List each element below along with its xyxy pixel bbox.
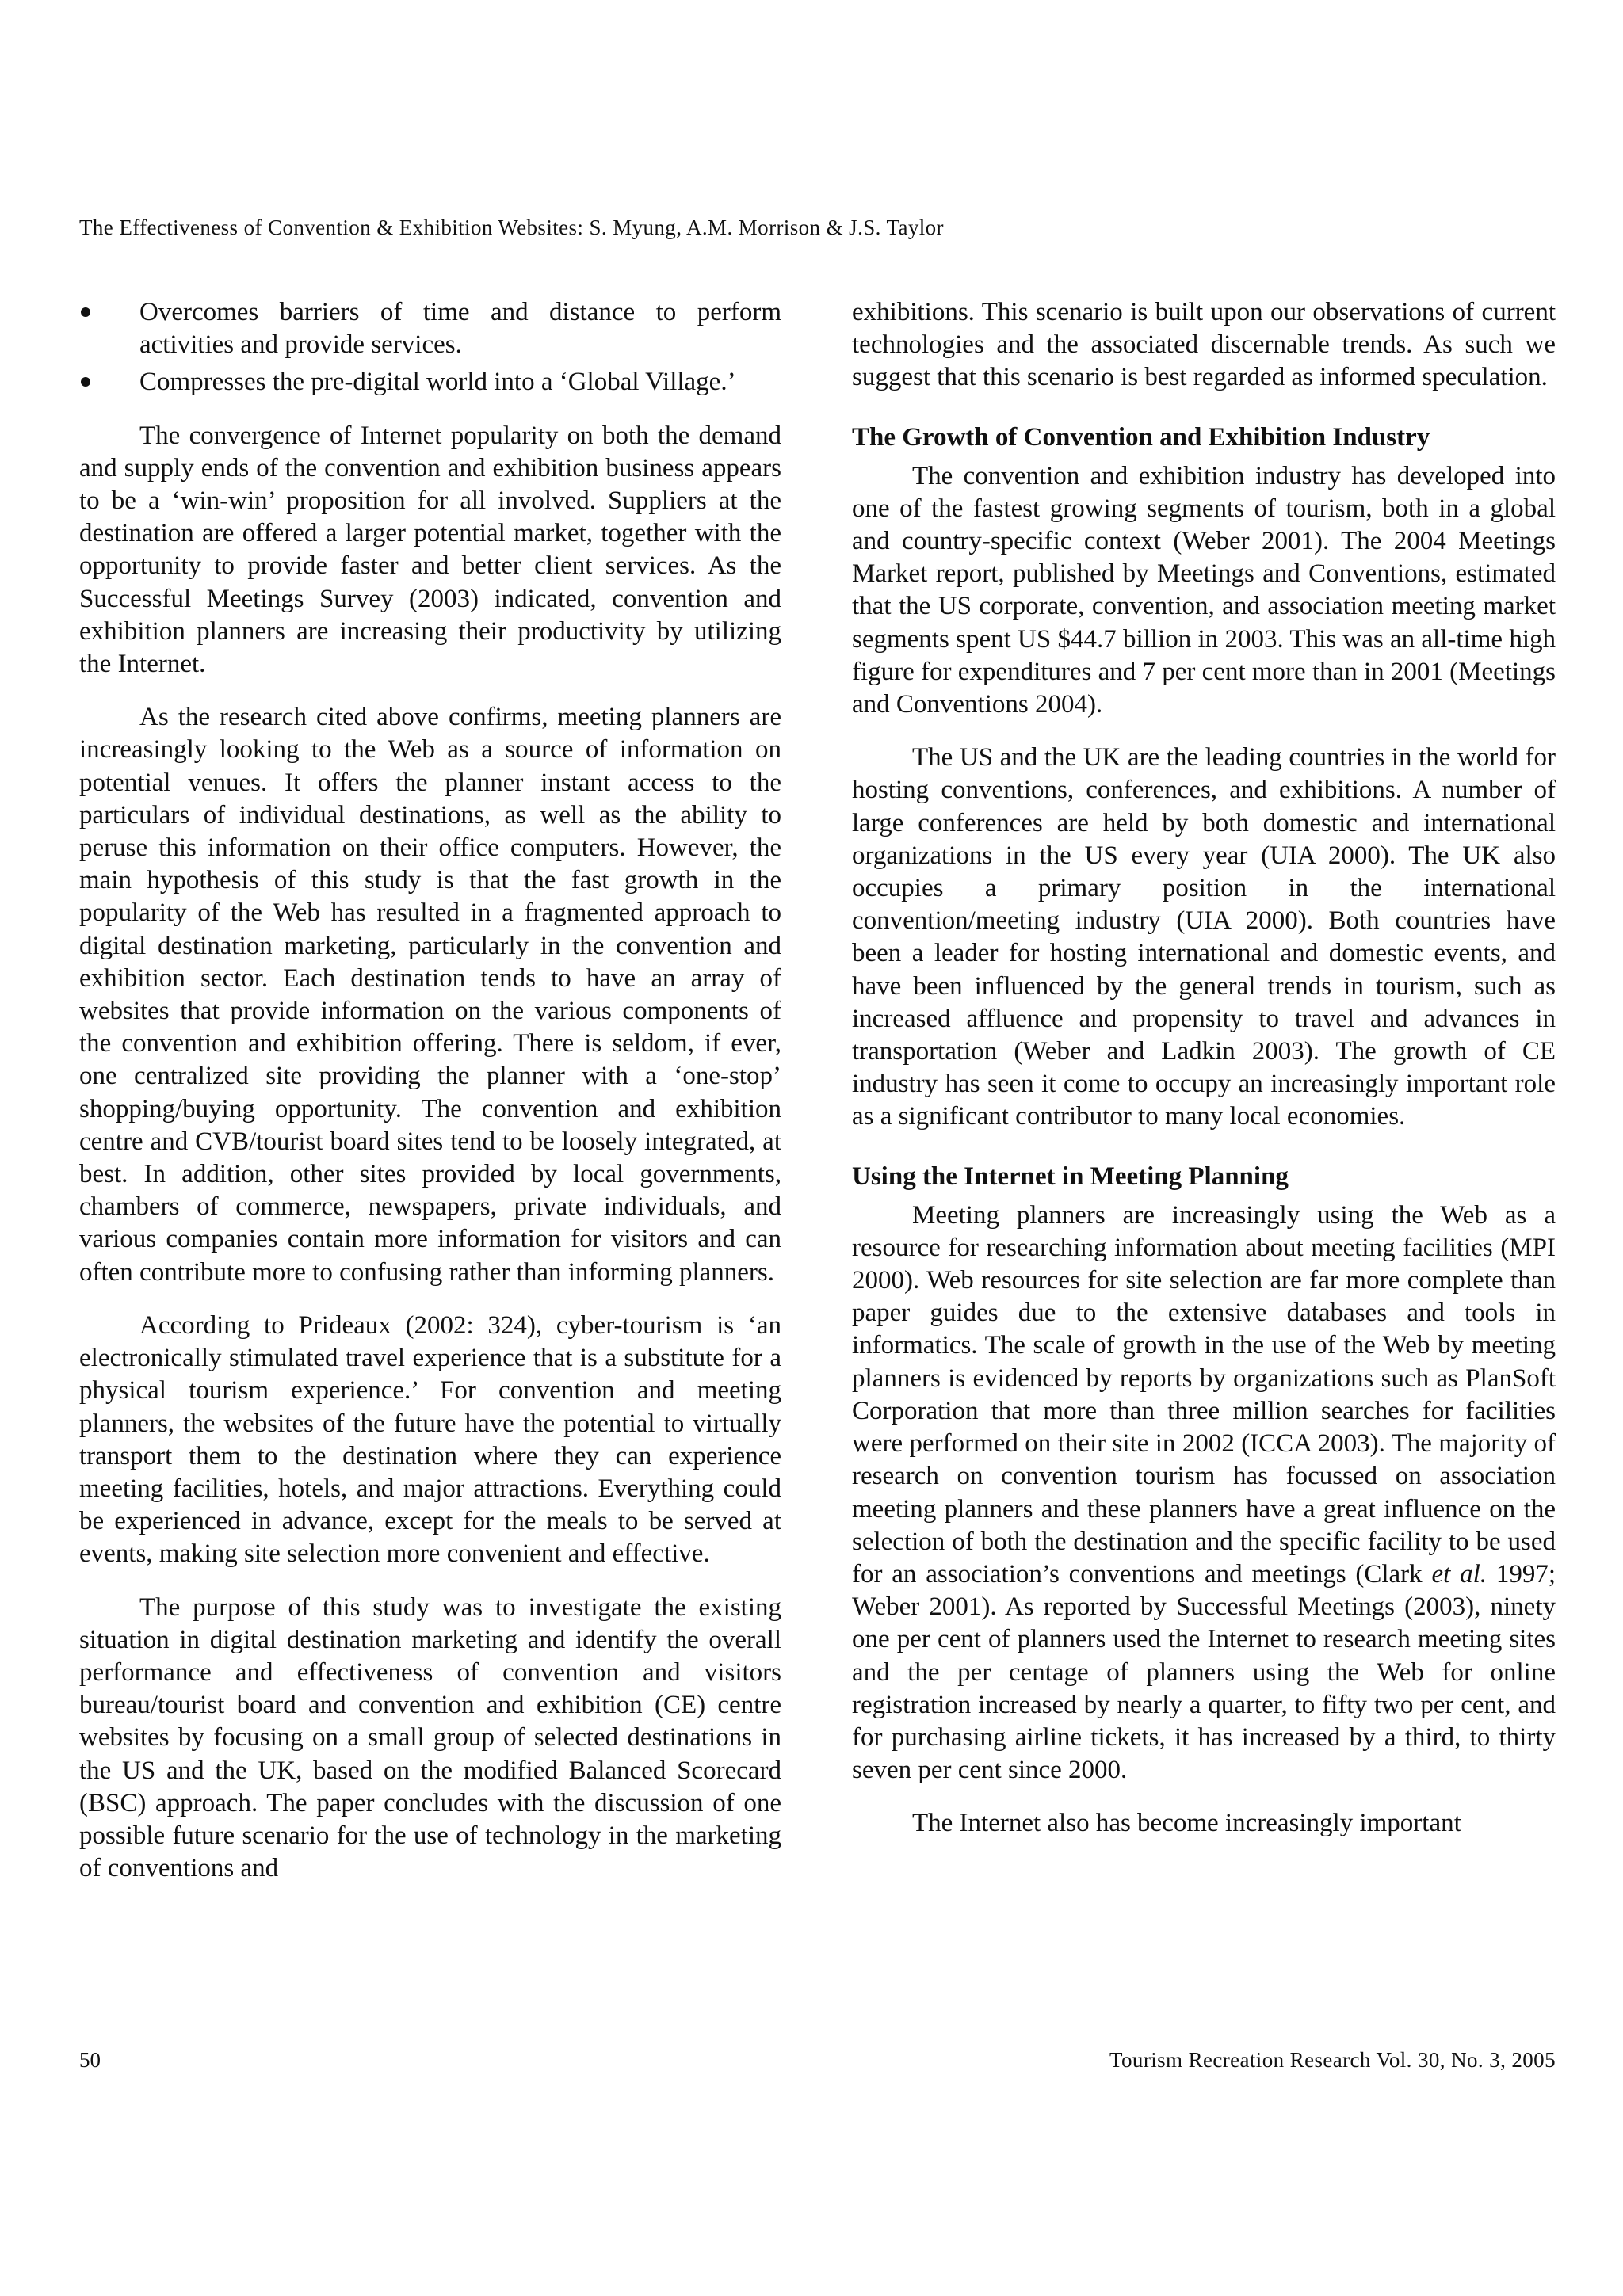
- paragraph: The Internet also has become increasingly important: [912, 1809, 1461, 1838]
- paragraph: According to Prideaux (2002: 324), cyber-tourism is ‘an electronically stimulated travel experience that is a substitute for a physical tourism experience.’ For convention and meeting planners, the websites of the future have the potential to virtually transport them to the destination where they can experience meeting facilities, hotels, and major attractions. Everything could be experienced in advance, except for the meals to be served at events, making site selection more convenient and effective.: [79, 1310, 781, 1569]
- bullet-text: Overcomes barriers of time and distance to perform activities and provide services.: [139, 298, 781, 360]
- paragraph-text: 1997; Weber 2001). As reported by Successful Meetings (2003), ninety one per cent of planners used the Internet to research meeting sites and the per centage of planners using the Web for online registration increased by nearly a quarter, to fifty two per cent, and for purchasing airline tickets, it has increased by a third, to thirty seven per cent since 2000.: [852, 1559, 1556, 1785]
- left-column: [79, 296, 781, 1885]
- bullet-icon: [81, 307, 90, 317]
- bullet-list: [79, 296, 781, 399]
- running-head: The Effectiveness of Convention & Exhibition Websites: S. Myung, A.M. Morrison & J.S. Taylor: [79, 215, 944, 239]
- bullet-icon: [81, 377, 90, 387]
- paragraph: The US and the UK are the leading countries in the world for hosting conventions, conferences, and exhibitions. A number of large conferences are held by both domestic and international organizations in the US every year (UIA 2000). The UK also occupies a primary position in the international convention/meeting industry (UIA 2000). Both countries have been a leader for hosting international and domestic events, and have been influenced by the general trends in tourism, such as increased affluence and propensity to travel and advances in transportation (Weber and Ladkin 2003). The growth of CE industry has seen it come to occupy an increasingly important role as a significant contributor to many local economies.: [852, 743, 1556, 1131]
- bullet-text: Compresses the pre-digital world into a ‘Global Village.’: [139, 368, 736, 397]
- paragraph: The convention and exhibition industry has developed into one of the fastest growing segments of tourism, both in a global and country-specific context (Weber 2001). The 2004 Meetings Market report, published by Meetings and Conventions, estimated that the US corporate, convention, and association meeting market segments spent US $44.7 billion in 2003. This was an all-time high figure for expenditures and 7 per cent more than in 2001 (Meetings and Conventions 2004).: [852, 461, 1556, 719]
- section-heading-internet: Using the Internet in Meeting Planning: [852, 1161, 1289, 1191]
- paragraph: The purpose of this study was to investigate the existing situation in digital destination marketing and identify the overall performance and effectiveness of convention and visitors bureau/tourist board and convention and exhibition (CE) centre websites by focusing on a small group of selected destinations in the US and the UK, based on the modified Balanced Scorecard (BSC) approach. The paper concludes with the discussion of one possible future scenario for the use of technology in the marketing of conventions and: [79, 1592, 781, 1883]
- bullet-item: [79, 296, 781, 361]
- paragraph-continuation: exhibitions. This scenario is built upon our observations of current technologies and the associated discernable trends. As such we suggest that this scenario is best regarded as informed speculation.: [852, 298, 1556, 392]
- right-column: [852, 296, 1556, 1840]
- paragraph: The convergence of Internet popularity on both the demand and supply ends of the convention and exhibition business appears to be a ‘win-win’ proposition for all involved. Suppliers at the destination are offered a larger potential market, together with the opportunity to provide faster and better client services. As the Successful Meetings Survey (2003) indicated, convention and exhibition planners are increasing their productivity by utilizing the Internet.: [79, 421, 781, 679]
- paragraph-text: Meeting planners are increasingly using the Web as a resource for researching information about meeting facilities (MPI 2000). Web resources for site selection are far more complete than paper guides due to the extensive databases and tools in informatics. The scale of growth in the use of the Web by meeting planners is evidenced by reports by organizations such as PlanSoft Corporation that more than three million searches for facilities were performed on their site in 2002 (ICCA 2003). The majority of research on convention tourism has focussed on association meeting planners and these planners have a great influence on the selection of both the destination and the specific facility to be used for an association’s conventions and meetings (Clark: [852, 1200, 1556, 1589]
- journal-footer: Tourism Recreation Research Vol. 30, No. 3, 2005: [1109, 2048, 1556, 2072]
- paragraph: [852, 1199, 1556, 1787]
- page-number: 50: [79, 2048, 101, 2072]
- section-heading-growth: The Growth of Convention and Exhibition Industry: [852, 422, 1430, 452]
- paragraph: As the research cited above confirms, meeting planners are increasingly looking to the Web as a source of information on potential venues. It offers the planner instant access to the particulars of individual destinations, as well as the ability to peruse this information on their office computers. However, the main hypothesis of this study is that the fast growth in the popularity of the Web has resulted in a fragmented approach to digital destination marketing, particularly in the convention and exhibition sector. Each destination tends to have an array of websites that provide information on the various components of the convention and exhibition offering. There is seldom, if ever, one centralized site providing the planner with a ‘one-stop’ shopping/buying opportunity. The convention and exhibition centre and CVB/tourist board sites tend to be loosely integrated, at best. In addition, other sites provided by local governments, chambers of commerce, newspapers, private individuals, and various companies contain more information for visitors and can often contribute more to confusing rather than informing planners.: [79, 703, 781, 1287]
- italic-citation: et al.: [1431, 1559, 1487, 1589]
- bullet-item: [79, 366, 781, 399]
